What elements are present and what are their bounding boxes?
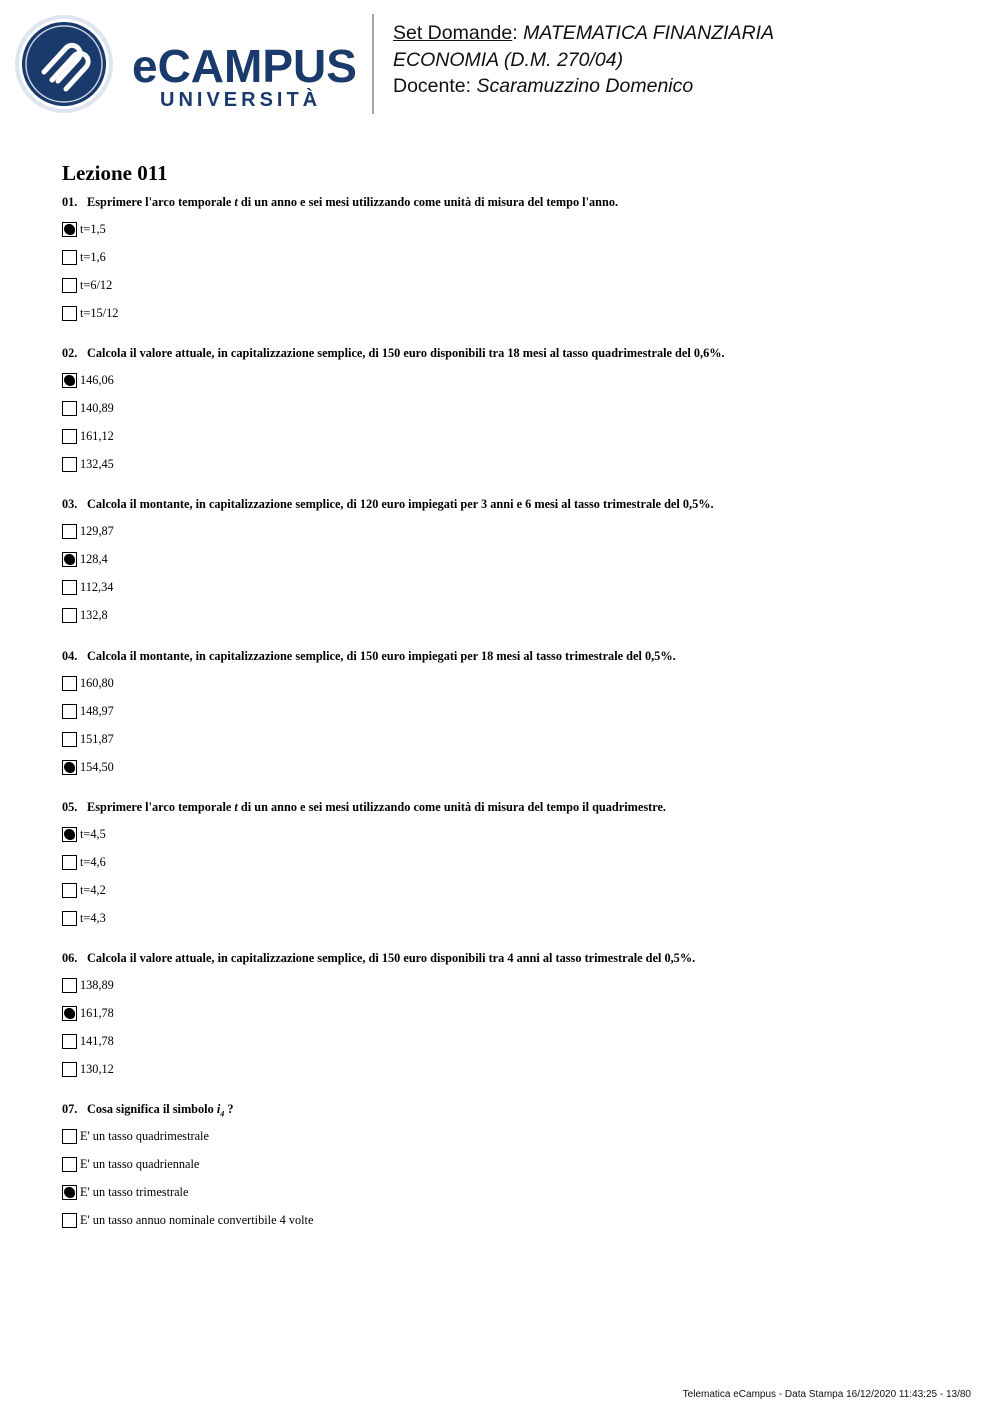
answer-label: 132,8 (80, 608, 108, 623)
answer-label: t=1,5 (80, 222, 106, 236)
checkbox-unchecked[interactable] (62, 1213, 77, 1228)
question-number: 05. (62, 799, 78, 814)
question-number: 06. (62, 950, 78, 965)
question-item (62, 1102, 942, 1253)
ecampus-seal-logo (14, 14, 114, 114)
question-text (62, 800, 666, 815)
page-header (0, 0, 1000, 130)
checkbox-checked[interactable] (62, 760, 77, 775)
answer-label: 161,78 (80, 1005, 114, 1020)
checkbox-unchecked[interactable] (62, 306, 77, 321)
question-symbol: t (234, 799, 238, 814)
checkbox-unchecked[interactable] (62, 278, 77, 293)
answer-label: 160,80 (80, 675, 114, 690)
question-symbol: $i_4$ (216, 1102, 225, 1119)
question-number: 03. (62, 497, 78, 512)
checkbox-checked[interactable] (62, 1006, 77, 1021)
checkbox-unchecked[interactable] (62, 580, 77, 595)
checkbox-unchecked[interactable] (62, 401, 77, 416)
checkbox-checked[interactable] (62, 552, 77, 567)
filled-mark-icon (64, 375, 75, 386)
answer-label: E' un tasso annuo nominale convertibile 4 volte (80, 1213, 314, 1228)
ecampus-wordmark (132, 40, 362, 115)
question-text (62, 951, 695, 966)
filled-mark-icon (64, 762, 75, 773)
question-prompt: Esprimere l'arco temporale (87, 195, 235, 209)
filled-mark-icon (64, 554, 75, 565)
teacher-label: Docente: (393, 75, 477, 97)
filled-mark-icon (64, 224, 75, 235)
checkbox-unchecked[interactable] (62, 250, 77, 265)
checkbox-checked[interactable] (62, 373, 77, 388)
course-info (393, 20, 774, 100)
course-line1: MATEMATICA FINANZIARIA (523, 22, 775, 44)
checkbox-unchecked[interactable] (62, 883, 77, 898)
question-symbol: t (234, 195, 238, 209)
question-list (62, 195, 942, 1253)
answer-label: t=4,6 (80, 854, 106, 869)
set-line (393, 20, 774, 47)
answer-label: 154,50 (80, 759, 114, 774)
checkbox-checked[interactable] (62, 222, 77, 237)
question-item (62, 800, 942, 951)
question-prompt-end: di un anno e sei mesi utilizzando come unità di misura del tempo l'anno. (237, 195, 619, 209)
question-text (62, 346, 725, 361)
page-footer: Telematica eCampus - Data Stampa 16/12/2020 11:43:25 - 13/80 (682, 1389, 971, 1400)
question-number: 02. (62, 346, 78, 361)
answer-label: 132,45 (80, 457, 114, 472)
checkbox-unchecked[interactable] (62, 911, 77, 926)
question-prompt: Esprimere l'arco temporale (87, 799, 235, 814)
answer-label: 112,34 (80, 580, 114, 595)
question-prompt: Calcola il montante, in capitalizzazione semplice, di 150 euro impiegati per 18 mesi al tasso trimestrale del 0,5%. (87, 648, 676, 663)
checkbox-unchecked[interactable] (62, 1129, 77, 1144)
question-item (62, 195, 942, 346)
question-item (62, 497, 942, 648)
question-number: 01. (62, 195, 78, 209)
question-text (62, 497, 714, 512)
question-prompt: Calcola il valore attuale, in capitalizzazione semplice, di 150 euro disponibili tra 4 anni al tasso trimestrale del 0,5%. (87, 950, 696, 965)
teacher-name: Scaramuzzino Domenico (476, 75, 694, 97)
answer-label: 129,87 (80, 524, 114, 539)
checkbox-unchecked[interactable] (62, 732, 77, 747)
answer-label: 130,12 (80, 1061, 114, 1076)
set-label: Set Domande (393, 22, 513, 44)
filled-mark-icon (64, 1008, 75, 1019)
question-prompt-end: ? (224, 1102, 234, 1117)
checkbox-unchecked[interactable] (62, 1062, 77, 1077)
checkbox-unchecked[interactable] (62, 704, 77, 719)
checkbox-unchecked[interactable] (62, 1157, 77, 1172)
checkbox-unchecked[interactable] (62, 855, 77, 870)
answer-label: 128,4 (80, 552, 108, 567)
checkbox-unchecked[interactable] (62, 524, 77, 539)
checkbox-unchecked[interactable] (62, 978, 77, 993)
header-divider (372, 14, 374, 114)
answer-label: 140,89 (80, 401, 114, 416)
course-line2: ECONOMIA (D.M. 270/04) (393, 48, 624, 71)
brand-sub: UNIVERSITÀ (160, 89, 322, 111)
answer-label: t=1,6 (80, 250, 106, 264)
checkbox-checked[interactable] (62, 827, 77, 842)
question-number: 07. (62, 1102, 78, 1117)
checkbox-unchecked[interactable] (62, 676, 77, 691)
checkbox-unchecked[interactable] (62, 608, 77, 623)
brand-main: eCAMPUS (132, 40, 357, 92)
filled-mark-icon (64, 1187, 75, 1198)
question-number: 04. (62, 648, 78, 663)
question-prompt: Calcola il valore attuale, in capitalizzazione semplice, di 150 euro disponibili tra 18 mesi al tasso quadrimestrale del 0,6%. (87, 346, 725, 361)
question-item (62, 346, 942, 497)
answer-label: E' un tasso trimestrale (80, 1185, 189, 1200)
answer-label: E' un tasso quadriennale (80, 1157, 200, 1172)
answer-label: E' un tasso quadrimestrale (80, 1129, 209, 1144)
teacher-line (393, 73, 774, 100)
checkbox-checked[interactable] (62, 1185, 77, 1200)
checkbox-unchecked[interactable] (62, 429, 77, 444)
checkbox-unchecked[interactable] (62, 457, 77, 472)
filled-mark-icon (64, 829, 75, 840)
lesson-title: Lezione 011 (62, 161, 168, 185)
question-text (62, 1102, 233, 1118)
question-text (62, 195, 618, 210)
question-text (62, 649, 676, 664)
answer-label: t=4,5 (80, 826, 106, 841)
answer-label: 148,97 (80, 703, 114, 718)
answer-label: 161,12 (80, 429, 114, 444)
question-prompt-end: di un anno e sei mesi utilizzando come unità di misura del tempo il quadrimestre. (237, 799, 666, 814)
answer-label: 138,89 (80, 977, 114, 992)
answer-label: t=6/12 (80, 278, 113, 292)
question-item (62, 951, 942, 1102)
question-prompt: Calcola il montante, in capitalizzazione semplice, di 120 euro impiegati per 3 anni e 6 mesi al tasso trimestrale del 0,5%. (87, 497, 714, 512)
checkbox-unchecked[interactable] (62, 1034, 77, 1049)
question-prompt: Cosa significa il simbolo (87, 1102, 217, 1117)
answer-label: 141,78 (80, 1033, 114, 1048)
answer-label: t=15/12 (80, 306, 119, 320)
answer-label: t=4,3 (80, 910, 106, 925)
answer-label: 151,87 (80, 731, 114, 746)
question-item (62, 649, 942, 800)
answer-label: 146,06 (80, 373, 114, 388)
answer-label: t=4,2 (80, 882, 106, 897)
set-separator: : (512, 22, 524, 44)
